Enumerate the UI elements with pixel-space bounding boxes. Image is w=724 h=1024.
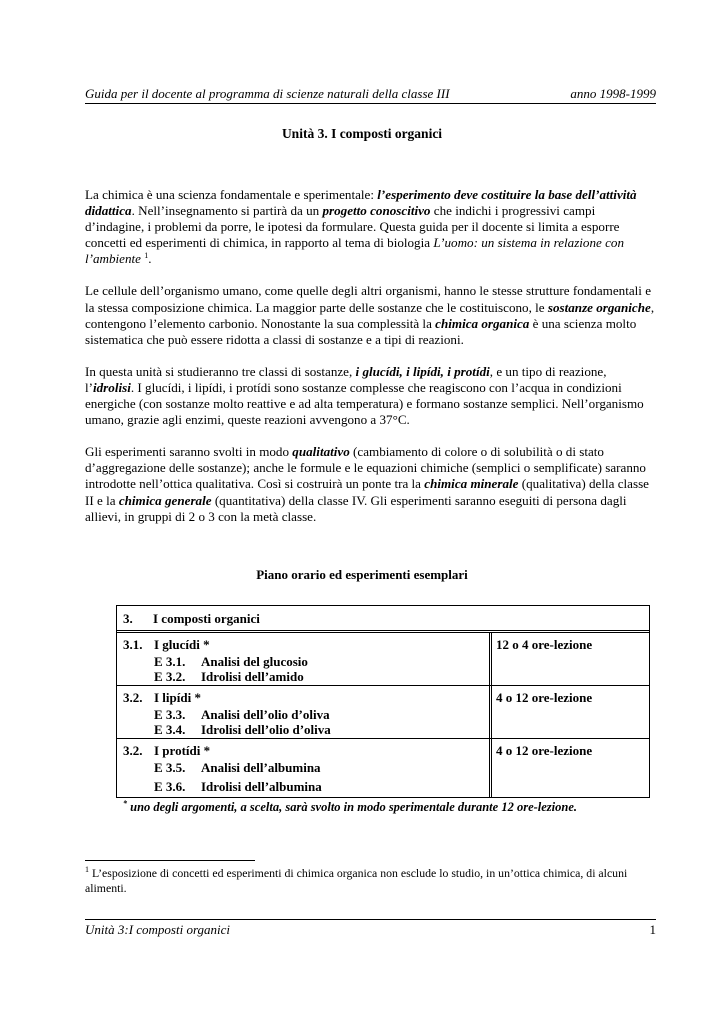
topic-label: I glucídi * <box>154 637 210 652</box>
plan-header-label: I composti organici <box>153 611 260 626</box>
text-span: è una scienza molto sistematica che può essere ridotta a classi di sostanze e a tipi di reazioni. <box>85 315 637 347</box>
experiment-code: E 3.3. <box>154 707 186 722</box>
table-row-topic <box>123 637 210 653</box>
experiment-label: Idrolisi dell’albumina <box>201 779 322 794</box>
experiment-label: Analisi del glucosio <box>201 654 308 669</box>
table-row-topic <box>123 690 201 706</box>
header-year: anno 1998-1999 <box>570 86 656 101</box>
topic-hours: 12 o 4 ore-lezione <box>496 637 593 652</box>
plan-header <box>123 611 260 627</box>
topic-hours: 4 o 12 ore-lezione <box>496 690 593 705</box>
text-span: La chimica è una scienza fondamentale e sperimentale: <box>85 187 378 202</box>
footnote-reference[interactable]: 1 <box>144 251 149 261</box>
experiment-item <box>154 760 321 776</box>
emphasis: sostanze organiche <box>547 299 651 315</box>
emphasis: idrolisi <box>93 379 131 395</box>
emphasis: i glucídi, i lipídi, i protídi <box>355 363 490 379</box>
experiment-item <box>154 722 331 738</box>
topic-hours: 4 o 12 ore-lezione <box>496 743 593 758</box>
page-number: 1 <box>649 922 656 937</box>
experiment-label: Analisi dell’albumina <box>201 760 321 775</box>
table-note <box>123 800 577 815</box>
footnote-marker: 1 <box>85 865 89 874</box>
emphasis: progetto conoscitivo <box>322 203 431 219</box>
paragraph-1 <box>85 187 657 267</box>
experiment-code: E 3.5. <box>154 760 186 775</box>
experiment-code: E 3.4. <box>154 722 186 737</box>
table-divider <box>117 738 649 739</box>
text-span: , contengono l’elemento carbonio. Nonostante la sua complessità la <box>85 299 655 331</box>
table-note-marker: * <box>123 799 127 808</box>
paragraph-3 <box>85 364 657 428</box>
emphasis: l’esperimento deve costituire la base dell’attività didattica <box>85 187 637 219</box>
text-span: , e un tipo di reazione, l’ <box>85 363 607 395</box>
topic-number: 3.2. <box>123 690 143 705</box>
emphasis: chimica minerale <box>424 476 519 492</box>
header-title: Guida per il docente al programma di scienze naturali della classe III <box>85 86 450 101</box>
experiment-label: Idrolisi dell’olio d’oliva <box>201 722 331 737</box>
text-span: Le cellule dell’organismo umano, come quelle degli altri organismi, hanno le stesse strutture fondamentali e la stessa composizione chimica. La maggior parte delle sostanze che le costituiscono, le <box>85 283 652 315</box>
text-span: . <box>148 251 152 267</box>
footer-title: Unità 3:I composti organici <box>85 922 231 937</box>
text-span: (quantitativa) della classe IV. Gli esperimenti saranno eseguiti di persona dagli allievi, in gruppi di 2 o 3 con la metà classe. <box>85 492 627 524</box>
topic-number: 3.2. <box>123 743 143 758</box>
page-footer <box>85 922 656 938</box>
emphasis: qualitativo <box>292 444 350 460</box>
paragraph-4 <box>85 444 657 524</box>
unit-title: Unità 3. I composti organici <box>281 126 443 141</box>
footer-rule <box>85 919 656 920</box>
experiment-item <box>154 654 308 670</box>
text-span: (cambiamento di colore o di solubilità o di stato d’aggregazione delle sostanze); anche le formule e le equazioni chimiche (semplici o semplificate) saranno introdotte nell’ottica qualitativa. Così si costruirà un ponte tra la <box>85 444 646 492</box>
table-note-text: uno degli argomenti, a scelta, sarà svolto in modo sperimentale durante 12 ore-lezione. <box>127 800 578 814</box>
experiment-item <box>154 707 330 723</box>
paragraph-2 <box>85 283 657 347</box>
plan-title: Piano orario ed esperimenti esemplari <box>256 567 468 582</box>
biology-theme: L’uomo: un sistema in relazione con l’ambiente <box>85 235 625 267</box>
text-span: . I glucídi, i lipídi, i protídi sono sostanze complesse che reagiscono con l’acqua in condizioni energiche (con sostanze molto reattive e ad alta temperatura) e formano sostanze semplici. Nell’organismo umano, grazie agli enzimi, queste reazioni avvengono a 37°C. <box>85 379 644 428</box>
footnote <box>85 866 660 896</box>
emphasis: chimica generale <box>118 492 212 508</box>
topic-label: I protídi * <box>154 743 211 758</box>
experiment-code: E 3.1. <box>154 654 186 669</box>
text-span: Gli esperimenti saranno svolti in modo <box>85 444 293 460</box>
plan-table <box>116 605 650 798</box>
table-divider <box>117 630 649 633</box>
table-row-topic <box>123 743 210 759</box>
plan-header-number: 3. <box>123 611 133 626</box>
experiment-item <box>154 669 304 685</box>
emphasis: chimica organica <box>435 315 530 331</box>
experiment-label: Idrolisi dell’amido <box>201 669 304 684</box>
text-span: (qualitativa) della classe II e la <box>85 476 649 508</box>
body-text <box>85 187 657 541</box>
topic-number: 3.1. <box>123 637 143 652</box>
experiment-code: E 3.6. <box>154 779 186 794</box>
table-divider <box>117 685 649 686</box>
header-rule <box>85 103 656 104</box>
text-span: . Nell’insegnamento si partirà da un <box>131 203 323 219</box>
text-span: In questa unità si studieranno tre classi di sostanze, <box>85 363 356 379</box>
experiment-label: Analisi dell’olio d’oliva <box>201 707 330 722</box>
experiment-item <box>154 779 322 795</box>
topic-label: I lipídi * <box>154 690 201 705</box>
column-divider <box>489 632 492 797</box>
text-span: che indichi i progressivi campi d’indagine, i problemi da porre, le ipotesi da formulare. Questa guida per il docente si limita a esporre concetti ed esperimenti di chimica, in rapporto al tema di biologia <box>85 203 620 251</box>
footnote-text: L’esposizione di concetti ed esperimenti di chimica organica non esclude lo studio, in un’ottica chimica, di alcuni alimenti. <box>85 866 628 895</box>
footnote-rule <box>85 860 255 861</box>
experiment-code: E 3.2. <box>154 669 186 684</box>
